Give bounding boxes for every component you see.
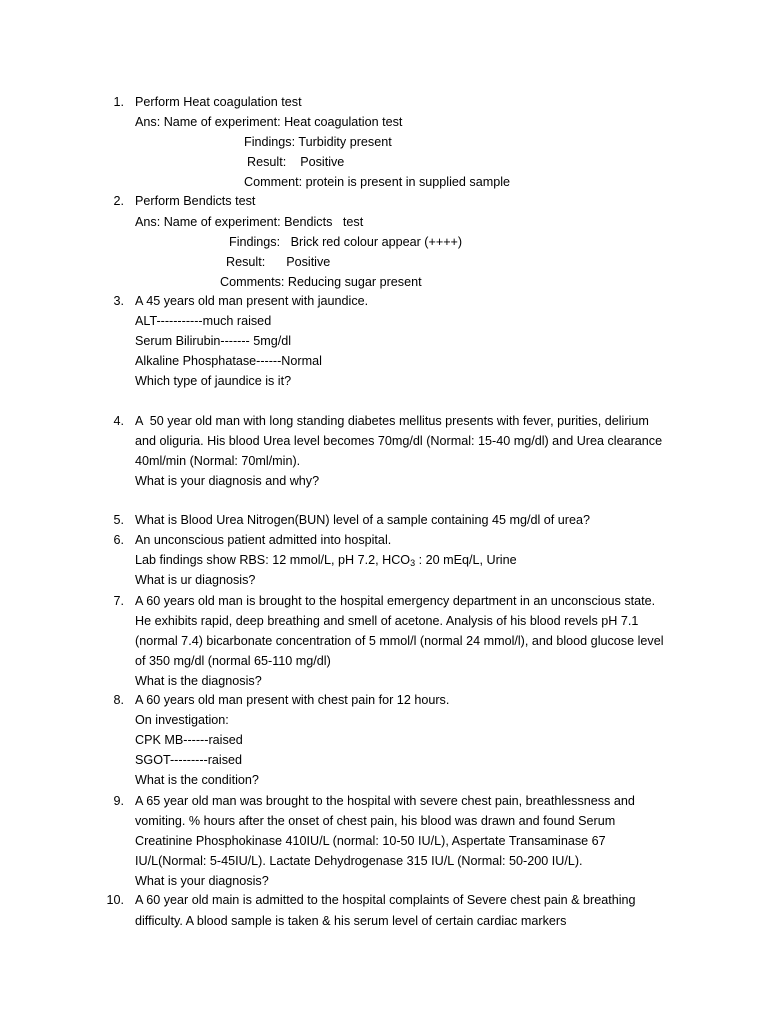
question-number: 3. [113,294,124,308]
question-line: Creatinine Phosphokinase 410IU/L (normal: 10-50 IU/L), Aspertate Transaminase 67 [135,834,606,848]
question-line: of 350 mg/dl (normal 65-110 mg/dl) [135,654,331,668]
question-number: 5. [113,513,124,527]
question-line: (normal 7.4) bicarbonate concentration of 5 mmol/l (normal 24 mmol/l), and blood glucose level [135,634,664,648]
question-number: 7. [113,594,124,608]
answer-line: Comments: Reducing sugar present [220,275,422,289]
question-text: A 60 year old main is admitted to the hospital complaints of Severe chest pain & breathing [135,893,636,907]
subscript-3: 3 [410,558,416,568]
question-text: A 60 years old man is brought to the hospital emergency department in an unconscious state. [135,594,656,608]
question-line: and oliguria. His blood Urea level becomes 70mg/dl (Normal: 15-40 mg/dl) and Urea clearance [135,434,663,448]
question-text: Perform Heat coagulation test [135,95,302,109]
answer-line: Comment: protein is present in supplied sample [244,175,510,189]
question-line: CPK MB------raised [135,733,243,747]
question-line: On investigation: [135,713,229,727]
question-number: 2. [113,194,124,208]
question-text: A 45 years old man present with jaundice. [135,294,369,308]
question-line: ALT-----------much raised [135,314,272,328]
question-line: What is ur diagnosis? [135,573,256,587]
answer-line: Ans: Name of experiment: Heat coagulation test [135,115,403,129]
question-line: SGOT---------raised [135,753,243,767]
lab-findings-text: Lab findings show RBS: 12 mmol/L, pH 7.2, HCO [135,553,411,567]
question-number: 1. [113,95,124,109]
question-text: What is Blood Urea Nitrogen(BUN) level of a sample containing 45 mg/dl of urea? [135,513,590,527]
question-line: difficulty. A blood sample is taken & his serum level of certain cardiac markers [135,914,567,928]
answer-line: Findings: Brick red colour appear (++++) [229,235,463,249]
question-line: vomiting. % hours after the onset of chest pain, his blood was drawn and found Serum [135,814,616,828]
question-line: Alkaline Phosphatase------Normal [135,354,322,368]
answer-line: Ans: Name of experiment: Bendicts test [135,215,364,229]
question-line: IU/L(Normal: 5-45IU/L). Lactate Dehydrogenase 315 IU/L (Normal: 50-200 IU/L). [135,854,583,868]
question-line: What is the diagnosis? [135,674,262,688]
question-line: He exhibits rapid, deep breathing and smell of acetone. Analysis of his blood revels pH 7.1 [135,614,639,628]
question-line: Serum Bilirubin------- 5mg/dl [135,334,292,348]
question-number: 8. [113,693,124,707]
lab-findings-continued: : 20 mEq/L, Urine [415,553,517,567]
question-text: Perform Bendicts test [135,194,256,208]
question-text: A 50 year old man with long standing diabetes mellitus presents with fever, purities, delirium [135,414,649,428]
question-line: What is your diagnosis? [135,874,269,888]
answer-line: Result: Positive [226,255,331,269]
question-number: 4. [113,414,124,428]
question-line: What is the condition? [135,773,259,787]
question-number: 6. [113,533,124,547]
question-text: A 60 years old man present with chest pain for 12 hours. [135,693,450,707]
question-number: 10. [106,893,124,907]
answer-line: Findings: Turbidity present [244,135,392,149]
question-line: Which type of jaundice is it? [135,374,292,388]
answer-line: Result: Positive [247,155,345,169]
question-line: What is your diagnosis and why? [135,474,320,488]
question-text: A 65 year old man was brought to the hospital with severe chest pain, breathlessness and [135,794,635,808]
question-line: 40ml/min (Normal: 70ml/min). [135,454,301,468]
question-line [135,550,517,571]
question-number: 9. [113,794,124,808]
question-text: An unconscious patient admitted into hospital. [135,533,392,547]
